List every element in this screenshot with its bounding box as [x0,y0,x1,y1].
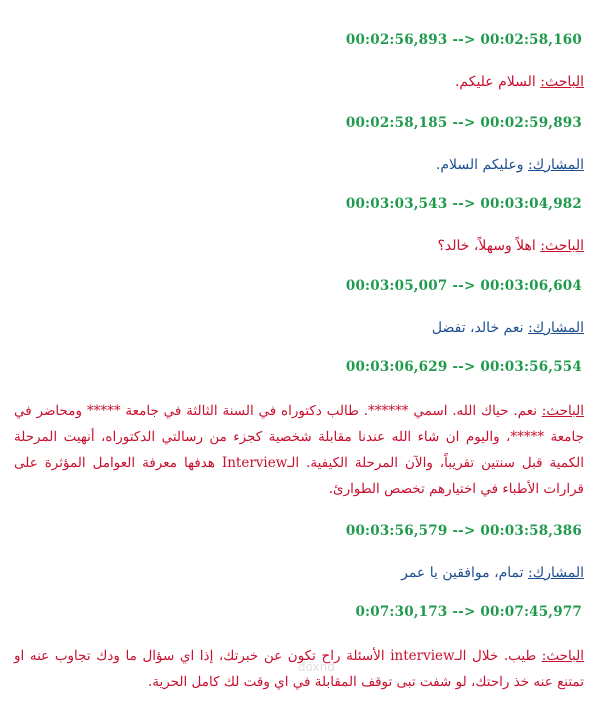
watermark: doxnd [298,660,335,674]
utterance-text: نعم. حياك الله. اسمي ******. طالب دكتوراه في السنة الثالثة في جامعة ***** ومحاضر في جامعة *****، واليوم ان شاء الله عندنا مقابلة شخصية كجزء من رسالتي الدكتوراه، أنهيت المرحلة الكمية قبل سنتين تقريباً، والآن المرحلة الكيفية. الـInterview هدفها معرفة العوامل المؤثرة على قرارات الأطباء في اختيارهم تخصص الطوارئ. [14,403,584,497]
speaker-label: المشارك: [527,157,584,173]
transcript-paragraph [14,398,584,502]
timestamp: 00:03:03,543 --> 00:03:04,982 [345,196,582,212]
transcript-line [432,317,584,340]
utterance-text: طيب. خلال الـinterview الأسئلة راح تكون عن خبرتك، إذا اي سؤال ما ودك تجاوب عنه او تمتنع عنه خذ راحتك، لو شفت تبى توقف المقابلة في اي وقت لك كامل الحرية. [14,648,584,690]
speaker-label: المشارك: [527,565,584,581]
utterance-text: السلام عليكم. [454,74,541,90]
speaker-label: الباحث: [541,648,584,664]
speaker-label: المشارك: [527,320,584,336]
transcript-line [455,71,584,94]
transcript-line [401,562,584,585]
speaker-label: الباحث: [541,403,584,419]
utterance-text: اهلاً وسهلاً، خالد؟ [437,238,541,254]
transcript-line [436,154,584,177]
utterance-text: نعم خالد، تفضل [431,320,528,336]
timestamp: 00:03:06,629 --> 00:03:56,554 [345,359,582,375]
timestamp: 00:03:56,579 --> 00:03:58,386 [345,523,582,539]
transcript-line [437,235,584,258]
timestamp: 00:02:58,185 --> 00:02:59,893 [345,115,582,131]
speaker-label: الباحث: [540,74,584,90]
utterance-text: وعليكم السلام. [435,157,528,173]
speaker-label: الباحث: [540,238,584,254]
timestamp: 00:02:56,893 --> 00:02:58,160 [345,32,582,48]
timestamp: 00:03:05,007 --> 00:03:06,604 [345,278,582,294]
timestamp: 0:07:30,173 --> 00:07:45,977 [355,604,582,620]
utterance-text: تمام، موافقين يا عمر [401,565,528,581]
